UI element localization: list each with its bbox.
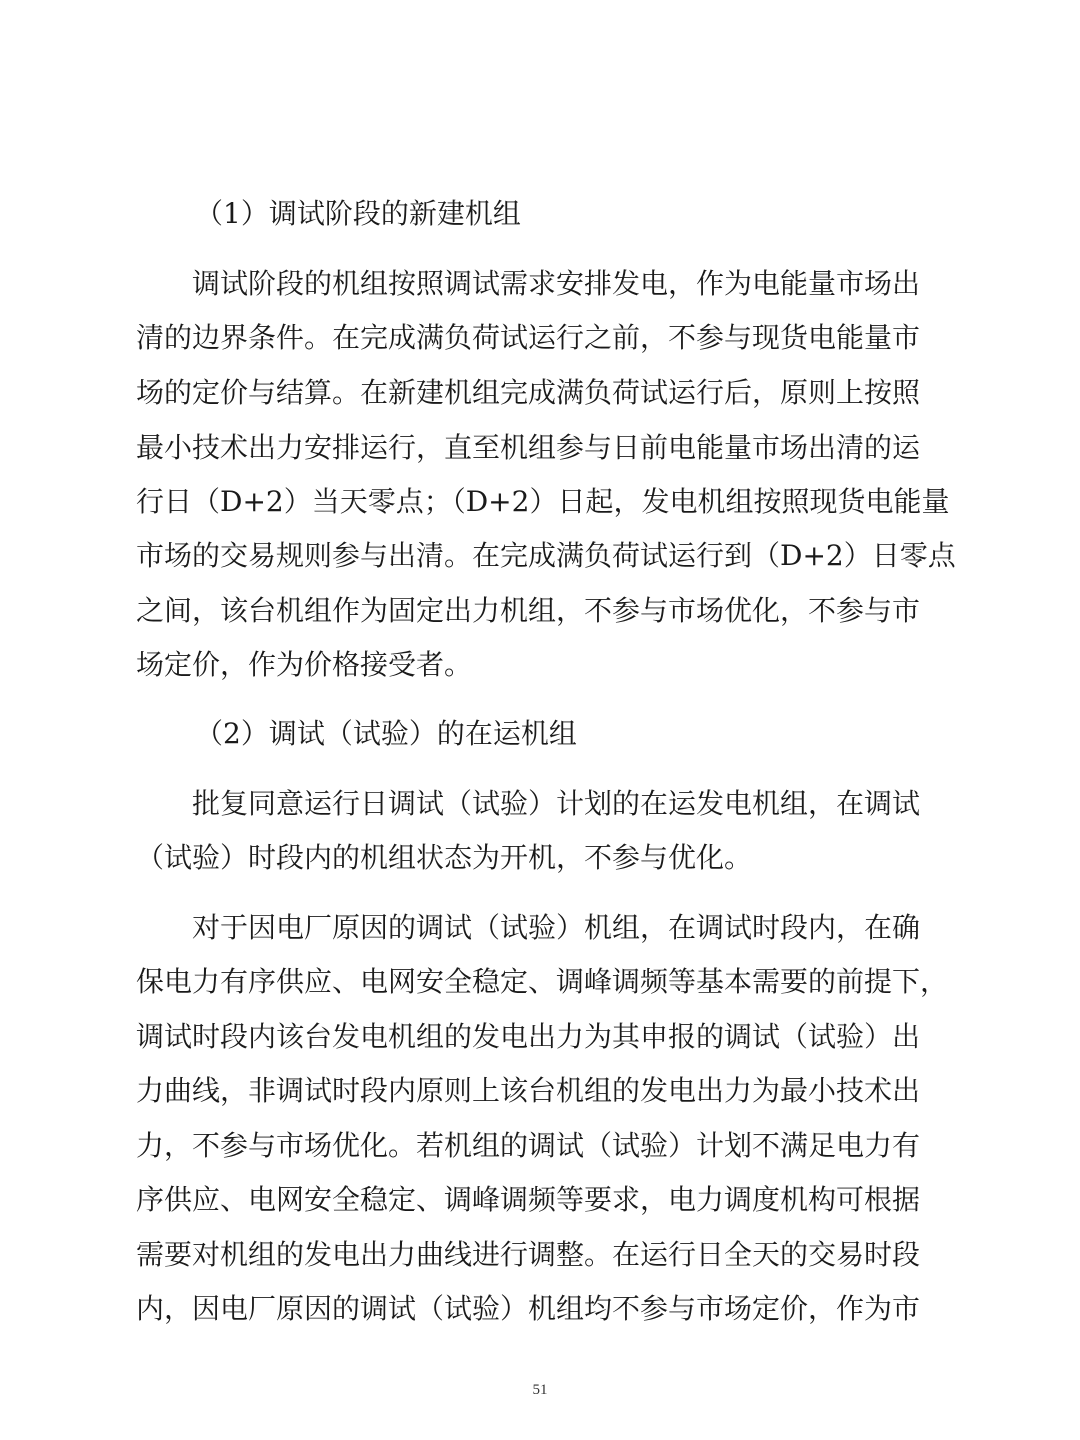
line-text: 对于因电厂原因的调试（试验）机组，在调试时段内，在确 bbox=[192, 911, 921, 944]
line-text: 调试阶段的机组按照调试需求安排发电，作为电能量市场出 bbox=[192, 267, 921, 300]
line-text: 批复同意运行日调试（试验）计划的在运发电机组，在调试 bbox=[192, 787, 921, 820]
line-text: 保电力有序供应、电网安全稳定、调峰调频等基本需要的前提下， bbox=[136, 965, 949, 998]
line-text: （试验）时段内的机组状态为开机，不参与优化。 bbox=[136, 841, 753, 874]
line-text: 市场的交易规则参与出清。在完成满负荷试运行到（D+2）日零点 bbox=[136, 539, 956, 572]
line-text: 力曲线，非调试时段内原则上该台机组的发电出力为最小技术出 bbox=[136, 1074, 921, 1107]
page-number: 51 bbox=[532, 1382, 548, 1398]
line-text: 内，因电厂原因的调试（试验）机组均不参与市场定价，作为市 bbox=[136, 1292, 921, 1325]
line-text: 场的定价与结算。在新建机组完成满负荷试运行后，原则上按照 bbox=[136, 376, 921, 409]
line-text: 清的边界条件。在完成满负荷试运行之前，不参与现货电能量市 bbox=[136, 321, 921, 354]
line-text: 行日（D+2）当天零点；（D+2）日起，发电机组按照现货电能量 bbox=[136, 485, 950, 518]
line-text: 场定价，作为价格接受者。 bbox=[136, 648, 473, 681]
line-text: 序供应、电网安全稳定、调峰调频等要求，电力调度机构可根据 bbox=[136, 1183, 921, 1216]
line-text: 最小技术出力安排运行，直至机组参与日前电能量市场出清的运 bbox=[136, 431, 921, 464]
line-text: 之间，该台机组作为固定出力机组，不参与市场优化，不参与市 bbox=[136, 594, 921, 627]
line-text: 需要对机组的发电出力曲线进行调整。在运行日全天的交易时段 bbox=[136, 1238, 921, 1271]
line-text: 力，不参与市场优化。若机组的调试（试验）计划不满足电力有 bbox=[136, 1129, 921, 1162]
line-text: 调试时段内该台发电机组的发电出力为其申报的调试（试验）出 bbox=[136, 1020, 921, 1053]
heading-text: （1）调试阶段的新建机组 bbox=[195, 197, 521, 230]
heading-text: （2）调试（试验）的在运机组 bbox=[195, 717, 577, 750]
